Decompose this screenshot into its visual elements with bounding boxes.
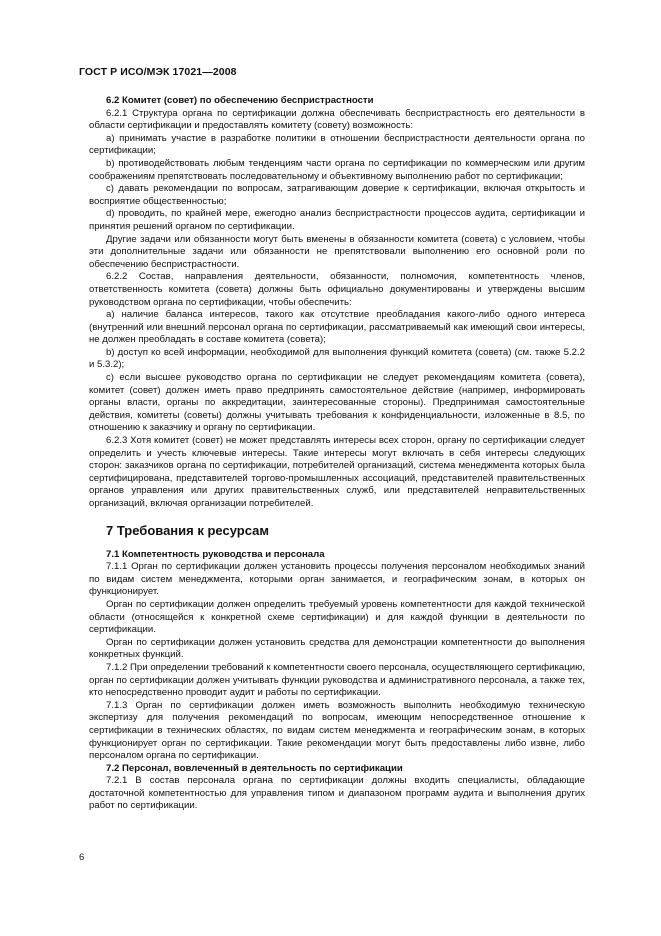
paragraph-other-tasks: Другие задачи или обязанности могут быть вменены в обязанности комитета (совета) с условием, чтобы эти дополнительные задачи или обязанности не препятствовали выполнению его основной роли по обеспечению беспристрастности.: [89, 233, 585, 270]
paragraph-7-1-1: 7.1.1 Орган по сертификации должен установить процессы получения персоналом необходимых знаний по видам систем менеджмента, которыми орган занимается, и географическим зонам, в которых он функционирует.: [89, 561, 585, 598]
list-item-6-2-2-b: b) доступ ко всей информации, необходимой для выполнения функций комитета (совета) (см. также 5.2.2 и 5.3.2);: [89, 346, 585, 371]
section-7-1-heading: 7.1 Компетентность руководства и персонала: [106, 548, 325, 560]
list-item-6-2-1-d: d) проводить, по крайней мере, ежегодно анализ беспристрастности процессов аудита, сертификации и принятия решений органом по сертификации.: [89, 208, 585, 232]
page-number: 6: [79, 852, 85, 863]
paragraph-6-2-3: 6.2.3 Хотя комитет (совет) не может представлять интересы всех сторон, органу по сертификации следует определить и учесть ключевые интересы. Такие интересы могут включать в себя интересы следующих сторон: заказчиков органа по сертификации, потребителей организаций, система менеджмента которых была сертифицирована, представителей торгово-промышленных ассоциаций, представителей правительственных органов управления или других правительственных служб, или представителей неправительственных организаций, включая организации потребителей.: [89, 435, 585, 509]
paragraph-competence-means: Орган по сертификации должен установить средства для демонстрации компетентности до выполнения конкретных функций.: [89, 636, 585, 661]
paragraph-6-2-1: 6.2.1 Структура органа по сертификации должна обеспечивать беспристрастность его деятельности в области сертификации и предоставлять комитету (совету) возможность:: [89, 107, 585, 132]
paragraph-competence-level: Орган по сертификации должен определить требуемый уровень компетентности для каждой технической области (относящейся к конкретной схеме сертификации) и для каждой функции в деятельности по сертификации.: [89, 598, 585, 636]
paragraph-6-2-2: 6.2.2 Состав, направления деятельности, обязанности, полномочия, компетентность членов, ответственность комитета (совета) должны быть официально документированы и утверждены высшим руководством органа по сертификации, чтобы обеспечить:: [89, 271, 585, 308]
list-item-6-2-1-c: c) давать рекомендации по вопросам, затрагивающим доверие к сертификации, включая открытость и восприятие общественностью;: [89, 183, 585, 207]
section-7-heading: 7 Требования к ресурсам: [106, 522, 269, 538]
list-item-6-2-1-b: b) противодействовать любым тенденциям части органа по сертификации по коммерческим или другим соображениям препятствовать последовательному и объективному выполнению работ по сертификации;: [89, 157, 585, 182]
paragraph-7-2-1: 7.2.1 В состав персонала органа по сертификации должны входить специалисты, обладающие достаточной компетентностью для управления типом и диапазоном программ аудита и выполнения других работ по сертификации.: [89, 775, 585, 812]
page-body: [89, 95, 585, 813]
document-code-header: ГОСТ Р ИСО/МЭК 17021—2008: [79, 66, 237, 78]
list-item-6-2-2-a: а) наличие баланса интересов, такого как отсутствие преобладания какого-либо одного интереса (внутренний или внешний персонал органа по сертификации, рассматриваемый как имеющий свои интересы, не должен преобладать в составе комитета (совета);: [89, 309, 585, 346]
list-item-6-2-1-a: а) принимать участие в разработке политики в отношении беспристрастности деятельности органа по сертификации;: [89, 132, 585, 157]
paragraph-7-1-3: 7.1.3 Орган по сертификации должен иметь возможность выполнить необходимую техническую экспертизу для получения рекомендаций по вопросам, имеющим непосредственное отношение к сертификации в технических областях, по видам систем менеджмента и географическим зонам, в которых функционирует орган по сертификации. Такие рекомендации могут быть предоставлены либо извне, либо персоналом органа по сертификации.: [89, 699, 585, 762]
paragraph-7-1-2: 7.1.2 При определении требований к компетентности своего персонала, осуществляющего сертификацию, орган по сертификации должен учитывать функции руководства и административного персонала, а также тех, кто непосредственно проводит аудит и работы по сертификации.: [89, 661, 585, 699]
list-item-6-2-2-c: c) если высшее руководство органа по сертификации не следует рекомендациям комитета (совета), комитет (совет) должен иметь право предпринять самостоятельное действие (например, информировать органы власти, органы по аккредитации, заинтересованные стороны). Предпринимая самостоятельные действия, комитеты (советы) должны учитывать требования к конфиденциальности, изложенные в 8.5, по отношению к заказчику и органу по сертификации.: [89, 372, 585, 434]
section-7-2-heading: 7.2 Персонал, вовлеченный в деятельность по сертификации: [106, 762, 403, 774]
section-6-2-heading: 6.2 Комитет (совет) по обеспечению беспристрастности: [106, 95, 374, 106]
